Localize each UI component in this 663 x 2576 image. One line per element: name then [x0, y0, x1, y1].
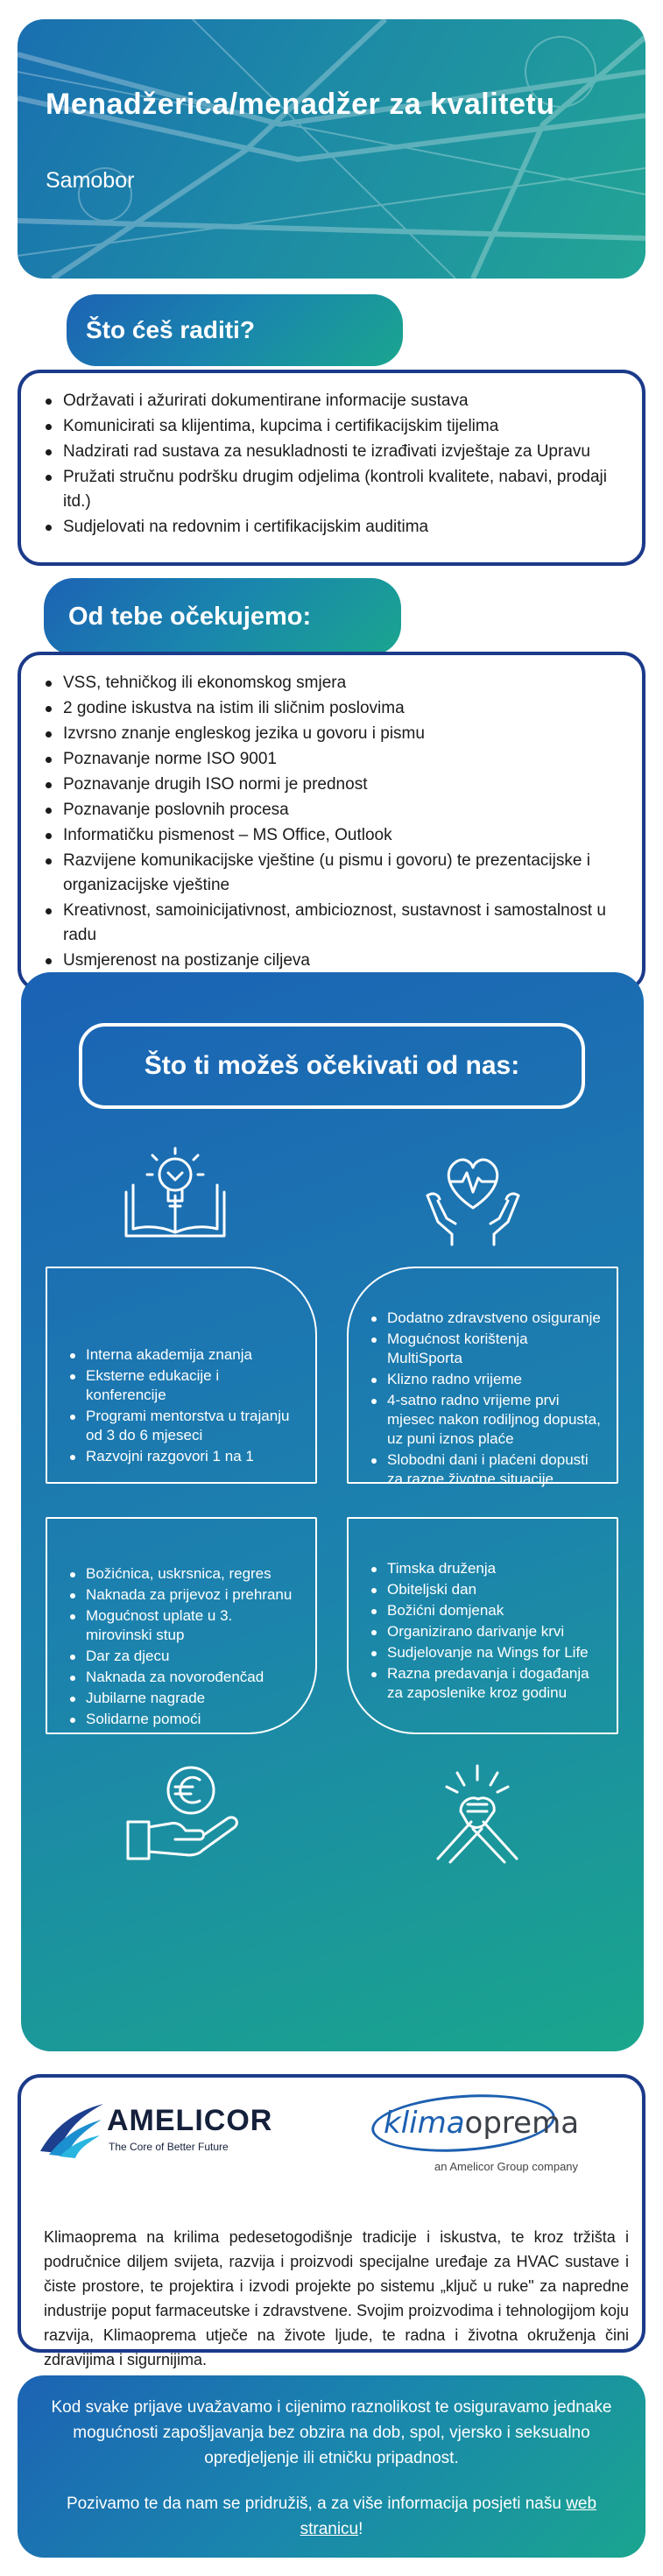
list-item: Razna predavanja i događanja za zaposlenike kroz godinu	[368, 1664, 604, 1703]
list-item: Klizno radno vrijeme	[368, 1370, 604, 1389]
invite-text-end: !	[358, 2520, 363, 2538]
list-item: 2 godine iskustva na istim ili sličnim poslovima	[40, 696, 623, 721]
klimaoprema-tagline: an Amelicor Group company	[434, 2160, 579, 2173]
health-benefits-card	[347, 1267, 618, 1487]
web-page-link[interactable]: web stranicu	[300, 2495, 597, 2538]
list-item: Dodatno zdravstveno osiguranje	[368, 1309, 604, 1328]
list-item: Nadzirati rad sustava za nesukladnosti te izrađivati izvještaje za Upravu	[40, 440, 623, 464]
team-benefits-card	[347, 1517, 618, 1734]
list-item: Mogućnost uplate u 3. mirovinski stup	[67, 1606, 301, 1645]
euro-hand-icon	[124, 1761, 243, 1866]
list-item: Slobodni dani i plaćeni dopusti za razne životne situacije	[368, 1450, 604, 1489]
amelicor-logo-mark	[37, 2100, 107, 2162]
company-description: Klimaoprema na krilima pedesetogodišnje tradicije i iskustva, te kroz tržišta i područnice diljem svijeta, razvija i proizvodi specijalne uređaje za HVAC sustave i čiste prostore, te projektira i izvodi projekte po sistemu „ključ u ruke" za napredne industrije poput farmaceutske i zdravstvene. Svojim proizvodima i tehnologijom koju razvija, Klimaoprema utječe na živote ljude, te radna i životna okruženja čini zdravijima i sigurnijima.	[44, 2228, 629, 2368]
list-item: Kreativnost, samoinicijativnost, ambicioznost, sustavnost i samostalnost u radu	[40, 899, 623, 948]
list-item: Izvrsno znanje engleskog jezika u govoru i pismu	[40, 722, 623, 746]
hero-banner	[18, 19, 645, 279]
list-item: Razvojni razgovori 1 na 1	[67, 1447, 301, 1466]
financial-benefits-card	[46, 1517, 317, 1734]
book-lightbulb-icon	[119, 1143, 231, 1246]
heart-hands-icon	[420, 1143, 525, 1248]
list-item: Eksterne edukacije i konferencije	[67, 1366, 301, 1405]
list-item: Održavati i ažurirati dokumentirane informacije sustava	[40, 389, 623, 413]
list-item: Programi mentorstva u trajanju od 3 do 6 mjeseci	[67, 1407, 301, 1445]
klimaoprema-logo-part1: klima	[384, 2106, 465, 2141]
list-item: Usmjerenost na postizanje ciljeva	[40, 949, 623, 973]
list-item: Komunicirati sa klijentima, kupcima i certifikacijskim tijelima	[40, 414, 623, 439]
requirements-heading: Od tebe očekujemo:	[44, 578, 401, 655]
diversity-statement: Kod svake prijave uvažavamo i cijenimo raznolikost te osiguravamo jednake mogućnosti zapošljavanja bez obzira na dob, spol, vjersko i seksualno opredjeljenje ili etničku pripadnost.	[51, 2398, 612, 2467]
education-benefits-card	[46, 1267, 317, 1484]
list-item: Poznavanje drugih ISO normi je prednost	[40, 773, 623, 797]
amelicor-name: AMELICOR	[107, 2104, 273, 2137]
list-item: Mogućnost korištenja MultiSporta	[368, 1330, 604, 1368]
list-item: Obiteljski dan	[368, 1580, 604, 1599]
list-item: Božićnica, uskrsnica, regres	[67, 1564, 301, 1584]
list-item: VSS, tehničkog ili ekonomskog smjera	[40, 671, 623, 695]
list-item: Pružati stručnu podršku drugim odjelima (kontroli kvalitete, nabavi, prodaji itd.)	[40, 465, 623, 514]
list-item: 4-satno radno vrijeme prvi mjesec nakon rodiljnog dopusta, uz puni iznos plaće	[368, 1391, 604, 1449]
klimaoprema-logo-part2: oprema	[464, 2106, 580, 2141]
invite-text-body: Pozivamo te da nam se pridružiš, a za više informacija posjeti našu	[66, 2495, 567, 2513]
list-item: Božićni domjenak	[368, 1601, 604, 1620]
company-info-box	[18, 2074, 645, 2368]
handshake-icon	[429, 1761, 525, 1866]
list-item: Organizirano darivanje krvi	[368, 1622, 604, 1641]
job-location: Samobor	[46, 168, 135, 193]
list-item: Sudjelovanje na Wings for Life	[368, 1643, 604, 1662]
benefits-heading: Što ti možeš očekivati od nas:	[79, 1023, 585, 1109]
list-item: Razvijene komunikacijske vještine (u pismu i govoru) te prezentacijske i organizacijske vještine	[40, 849, 623, 898]
amelicor-tagline: The Core of Better Future	[109, 2141, 229, 2153]
ventilation-pipes-background	[18, 19, 645, 279]
tasks-box	[18, 370, 645, 566]
list-item: Poznavanje norme ISO 9001	[40, 747, 623, 772]
benefits-panel	[21, 972, 644, 2051]
job-title: Menadžerica/menadžer za kvalitetu	[46, 88, 555, 121]
tasks-list	[21, 373, 642, 540]
requirements-box	[18, 652, 645, 992]
list-item: Naknada za novorođenčad	[67, 1668, 301, 1687]
list-item: Solidarne pomoći	[67, 1710, 301, 1729]
footer-banner	[18, 2375, 645, 2558]
list-item: Timska druženja	[368, 1559, 604, 1578]
list-item: Interna akademija znanja	[67, 1345, 301, 1365]
list-item: Jubilarne nagrade	[67, 1689, 301, 1708]
list-item: Poznavanje poslovnih procesa	[40, 798, 623, 822]
list-item: Informatičku pismenost – MS Office, Outlook	[40, 823, 623, 848]
tasks-heading: Što ćeš raditi?	[67, 294, 403, 366]
list-item: Naknada za prijevoz i prehranu	[67, 1585, 301, 1605]
list-item: Dar za djecu	[67, 1647, 301, 1666]
requirements-list	[21, 655, 642, 973]
klimaoprema-logo	[384, 2106, 579, 2141]
invite-text	[39, 2491, 624, 2542]
list-item: Sudjelovati na redovnim i certifikacijskim auditima	[40, 515, 623, 540]
